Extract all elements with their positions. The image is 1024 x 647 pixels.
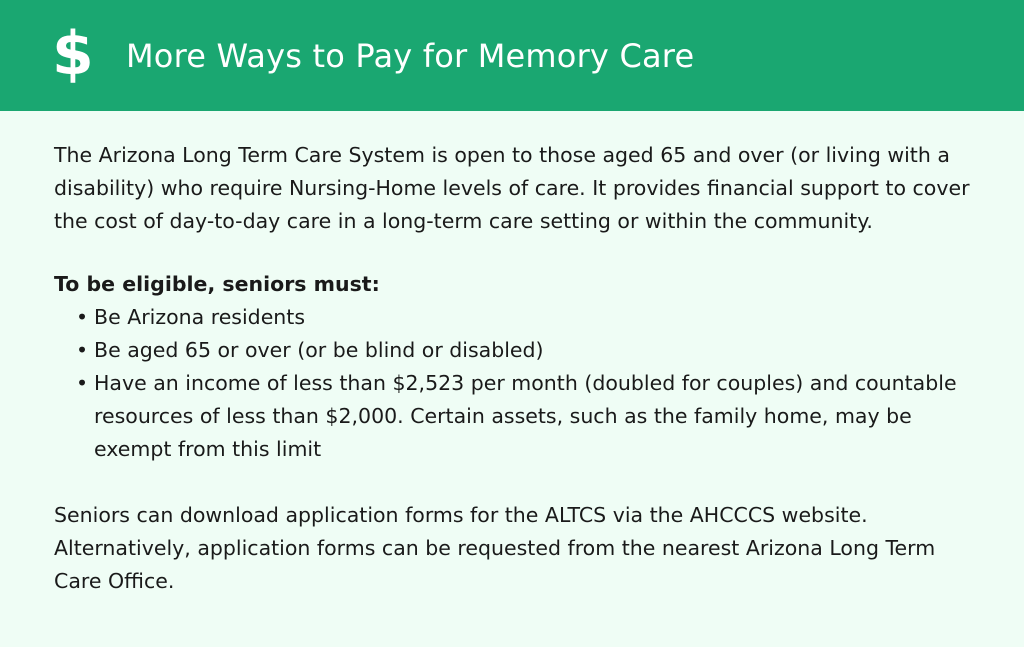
list-item [76,367,984,466]
list-item-text: Have an income of less than $2,523 per month (doubled for couples) and countable resources of less than $2,000. Certain assets, such as the family home, may be exempt from this limit [94,371,957,461]
eligibility-list [54,301,984,466]
list-item [76,334,984,367]
page-title: More Ways to Pay for Memory Care [126,36,695,75]
header-banner [0,0,1024,111]
bullet-icon: • [76,371,89,395]
content-body [0,111,1024,598]
list-item [76,301,984,334]
eligibility-heading: To be eligible, seniors must: [54,272,380,296]
dollar-icon: $ [52,18,94,89]
intro-paragraph: The Arizona Long Term Care System is open to those aged 65 and over (or living with a disability) who require Nursing-Home levels of care. It provides financial support to cover the cost of day-to-day care in a long-term care setting or within the community. [54,143,970,233]
list-item-text: Be Arizona residents [94,305,306,329]
bullet-icon: • [76,305,89,329]
closing-paragraph: Seniors can download application forms for the ALTCS via the AHCCCS website. Alternatively, application forms can be requested from the nearest Arizona Long Term Care Office. [54,503,936,593]
list-item-text: Be aged 65 or over (or be blind or disabled) [94,338,544,362]
bullet-icon: • [76,338,89,362]
